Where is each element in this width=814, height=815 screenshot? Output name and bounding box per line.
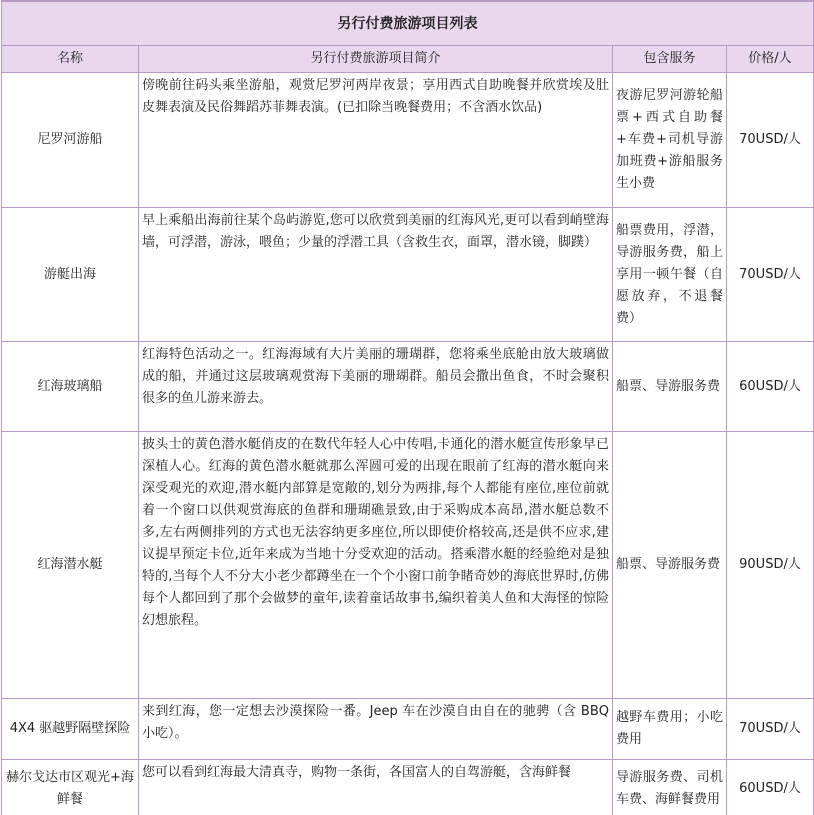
item-desc: 红海特色活动之一。红海海域有大片美丽的珊瑚群，您将乘坐底舱由放大玻璃做成的船，并通过这层玻璃观赏海下美丽的珊瑚群。船员会撒出鱼食，不时会聚积很多的鱼儿游来游去。: [139, 342, 613, 432]
table-row: [2, 342, 814, 432]
item-service: 船票、导游服务费: [613, 432, 727, 699]
item-price: 70USD/人: [727, 73, 814, 208]
item-name: 4X4 驱越野隔壁探险: [2, 699, 139, 760]
item-name: 游艇出海: [2, 208, 139, 342]
table-row: [2, 699, 814, 760]
header-name: 名称: [2, 46, 139, 73]
table-row: [2, 760, 814, 815]
table-title: 另行付费旅游项目列表: [2, 1, 814, 46]
item-desc: 傍晚前往码头乘坐游船，观赏尼罗河两岸夜景；享用西式自助晚餐并欣赏埃及肚皮舞表演及民俗舞蹈苏菲舞表演。(已扣除当晚餐费用；不含酒水饮品): [139, 73, 613, 208]
item-name: 尼罗河游船: [2, 73, 139, 208]
table-row: [2, 73, 814, 208]
item-price: 60USD/人: [727, 342, 814, 432]
table-row: [2, 432, 814, 699]
header-price: 价格/人: [727, 46, 814, 73]
item-desc: 来到红海，您一定想去沙漠探险一番。Jeep 车在沙漠自由自在的驰骋（含 BBQ 小吃）。: [139, 699, 613, 760]
item-desc: 您可以看到红海最大清真寺，购物一条街，各国富人的自驾游艇，含海鲜餐: [139, 760, 613, 815]
item-service: 船票、导游服务费: [613, 342, 727, 432]
item-price: 60USD/人: [727, 760, 814, 815]
header-row: [2, 46, 814, 73]
item-desc: 披头士的黄色潜水艇俏皮的在数代年轻人心中传唱,卡通化的潜水艇宣传形象早已深植人心。红海的黄色潜水艇就那么浑圆可爱的出现在眼前了红海的潜水艇向来深受观光的欢迎,潜水艇内部算是宽敞的,划分为两排,每个人都能有座位,座位前就着一个窗口以供观赏海底的鱼群和珊瑚礁景致,由于采购成本高昂,潜水艇总数不多,左右两侧排列的方式也无法容纳更多座位,所以即使价格较高,还是供不应求,建议提早预定卡位,近年来成为当地十分受欢迎的活动。搭乘潜水艇的经验绝对是独特的,当每个人不分大小老少都蹲坐在一个个小窗口前争睹奇妙的海底世界时,仿佛每个人都回到了那个会做梦的童年,读着童话故事书,编织着美人鱼和大海怪的惊险幻想旅程。: [139, 432, 613, 699]
header-desc: 另行付费旅游项目简介: [139, 46, 613, 73]
item-service: 船票费用，浮潜，导游服务费，船上享用一顿午餐（自愿放弃，不退餐费）: [613, 208, 727, 342]
item-price: 70USD/人: [727, 699, 814, 760]
item-desc: 早上乘船出海前往某个岛屿游览,您可以欣赏到美丽的红海风光,更可以看到峭壁海墙，可浮潜，游泳，喂鱼；少量的浮潜工具（含救生衣，面罩，潜水镜，脚蹼）: [139, 208, 613, 342]
table-title-row: [2, 1, 814, 46]
item-service: 导游服务费、司机车费、海鲜餐费用: [613, 760, 727, 815]
item-name: 红海玻璃船: [2, 342, 139, 432]
tour-items-table: [1, 0, 814, 815]
item-service: 越野车费用；小吃费用: [613, 699, 727, 760]
item-name: 赫尔戈达市区观光+海鲜餐: [2, 760, 139, 815]
item-service: 夜游尼罗河游轮船票+西式自助餐+车费+司机导游加班费+游船服务生小费: [613, 73, 727, 208]
table-row: [2, 208, 814, 342]
header-service: 包含服务: [613, 46, 727, 73]
item-name: 红海潜水艇: [2, 432, 139, 699]
item-price: 70USD/人: [727, 208, 814, 342]
item-price: 90USD/人: [727, 432, 814, 699]
